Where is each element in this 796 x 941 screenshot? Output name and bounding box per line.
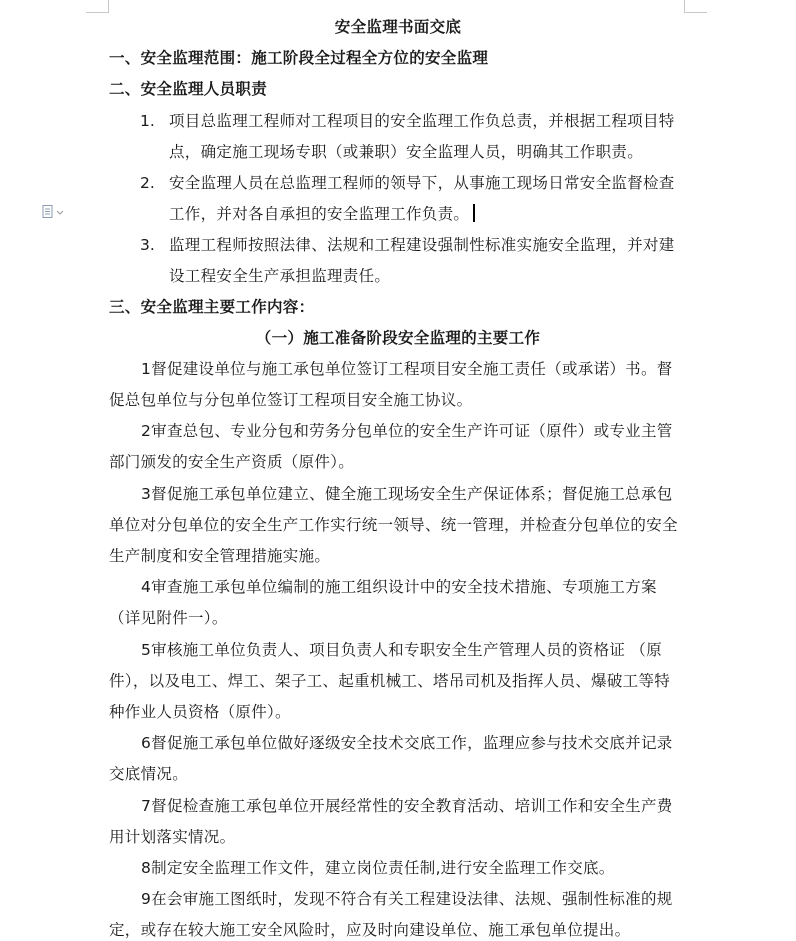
paragraph-line: 交底情况。 [109, 765, 189, 783]
paragraph-line: 定，或存在较大施工安全风险时，应及时向建设单位、施工承包单位提出。 [109, 921, 631, 939]
paragraph-line: 种作业人员资格（原件）。 [109, 703, 291, 721]
list-item-line: 点，确定施工现场专职（或兼职）安全监理人员，明确其工作职责。 [169, 143, 644, 161]
list-item-line: 设工程安全生产承担监理责任。 [169, 267, 391, 285]
document-title: 安全监理书面交底 [334, 18, 462, 36]
paragraph-line: 1督促建设单位与施工承包单位签订工程项目安全施工责任（或承诺）书。督 [141, 360, 673, 378]
heading-scope: 一、安全监理范围：施工阶段全过程全方位的安全监理 [109, 49, 489, 67]
paragraph-line: 3督促施工承包单位建立、健全施工现场安全生产保证体系；督促施工总承包 [141, 485, 673, 503]
paragraph-line: 件），以及电工、焊工、架子工、起重机械工、塔吊司机及指挥人员、爆破工等特 [109, 672, 671, 690]
list-item-line: 项目总监理工程师对工程项目的安全监理工作负总责，并根据工程项目特 [169, 112, 675, 130]
paragraph-line: 部门颁发的安全生产资质（原件）。 [109, 453, 355, 471]
paragraph-line: 9在会审施工图纸时，发现不符合有关工程建设法律、法规、强制性标准的规 [141, 890, 673, 908]
text-cursor [473, 204, 475, 222]
paragraph-line: 8制定安全监理工作文件，建立岗位责任制,进行安全监理工作交底。 [141, 859, 615, 877]
list-item-text: 工作，并对各自承担的安全监理工作负责。 [169, 205, 470, 223]
list-number: 2. [140, 174, 155, 192]
document-options-icon[interactable] [42, 205, 64, 219]
paragraph-line: （详见附件一）。 [109, 609, 228, 627]
page-corner-mark-right [684, 0, 707, 13]
page-corner-mark-left [86, 0, 109, 13]
list-item-line: 安全监理人员在总监理工程师的领导下，从事施工现场日常安全监督检查 [169, 174, 675, 192]
list-item-line [169, 204, 475, 224]
paragraph-line: 6督促施工承包单位做好逐级安全技术交底工作，监理应参与技术交底并记录 [141, 734, 673, 752]
paragraph-line: 2审查总包、专业分包和劳务分包单位的安全生产许可证（原件）或专业主管 [141, 422, 673, 440]
list-number: 3. [140, 236, 155, 254]
paragraph-line: 7督促检查施工承包单位开展经常性的安全教育活动、培训工作和安全生产费 [141, 797, 673, 815]
paragraph-line: 生产制度和安全管理措施实施。 [109, 547, 331, 565]
heading-work-content: 三、安全监理主要工作内容： [109, 298, 315, 316]
paragraph-line: 用计划落实情况。 [109, 828, 236, 846]
paragraph-line: 4审查施工承包单位编制的施工组织设计中的安全技术措施、专项施工方案 [141, 578, 657, 596]
paragraph-line: 促总包单位与分包单位签订工程项目安全施工协议。 [109, 391, 473, 409]
heading-duties: 二、安全监理人员职责 [109, 80, 268, 98]
paragraph-line: 5审核施工单位负责人、项目负责人和专职安全生产管理人员的资格证 （原 [141, 641, 662, 659]
list-item-line: 监理工程师按照法律、法规和工程建设强制性标准实施安全监理，并对建 [169, 236, 675, 254]
list-number: 1. [140, 112, 155, 130]
section-title: （一）施工准备阶段安全监理的主要工作 [255, 329, 541, 347]
paragraph-line: 单位对分包单位的安全生产工作实行统一领导、统一管理，并检查分包单位的安全 [109, 516, 678, 534]
